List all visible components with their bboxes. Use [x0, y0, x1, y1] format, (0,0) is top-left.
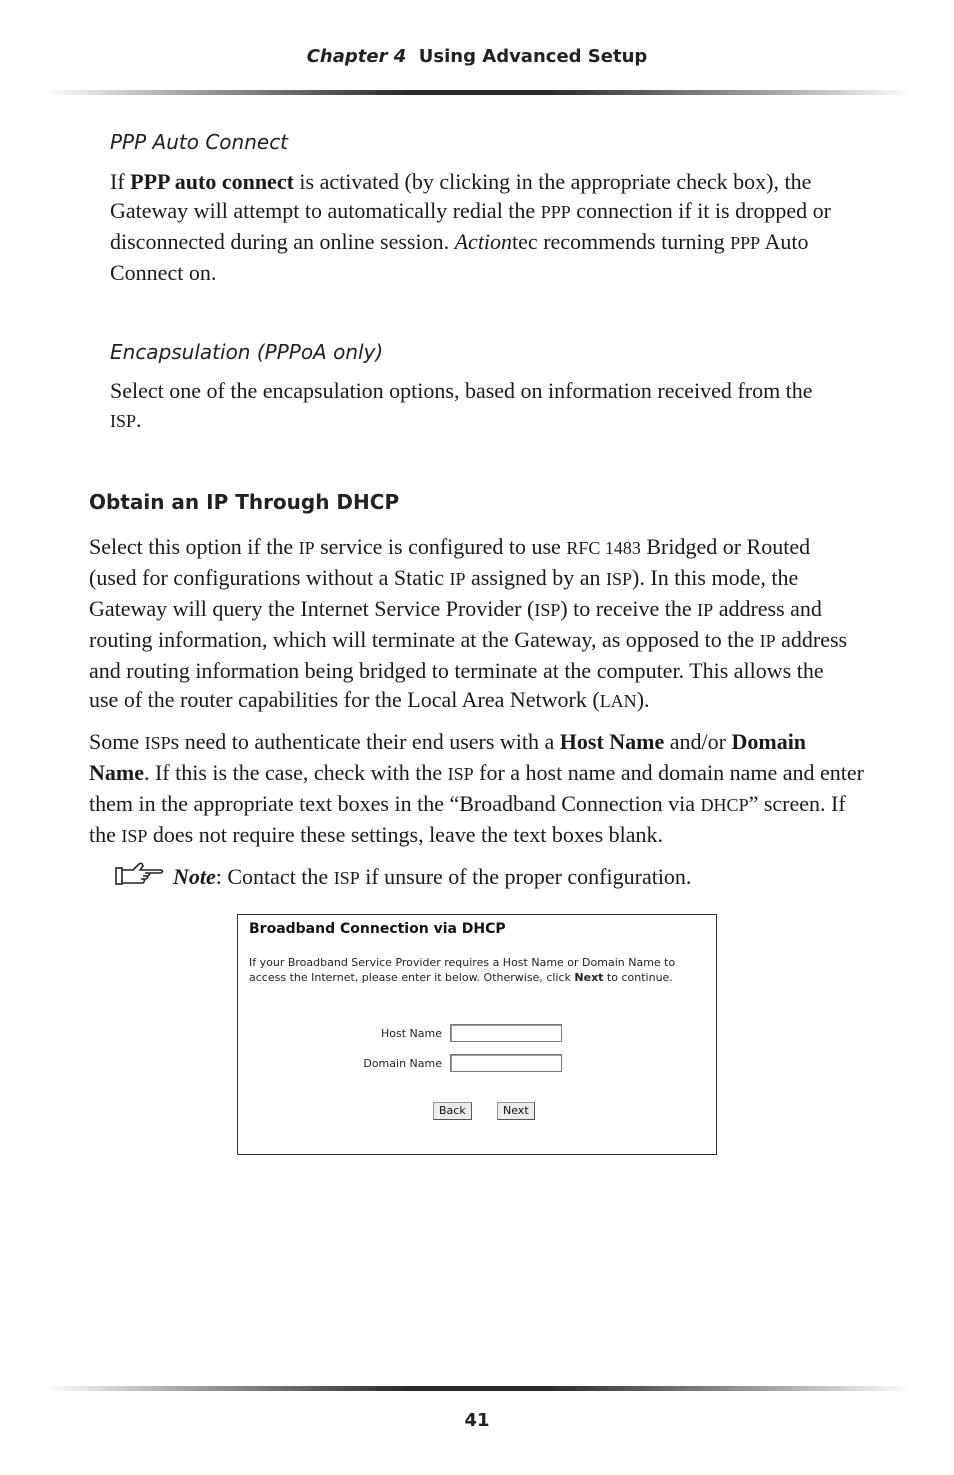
text-run: s need to authenticate their end users with a: [170, 729, 560, 754]
abbrev-run: LAN: [599, 691, 637, 711]
domain-name-input[interactable]: [450, 1054, 562, 1072]
encapsulation-paragraph: [110, 376, 840, 436]
text-run: tec recommends turning: [512, 229, 731, 254]
text-run: . If this is the case, check with the: [143, 760, 448, 785]
text-run: Select one of the encapsulation options, based on information received from the: [110, 378, 813, 403]
abbrev-run: IP: [449, 569, 466, 589]
chapter-title: Using Advanced Setup: [418, 46, 648, 67]
text-run: address and routing information being bridged to terminate at the computer. This allows the use of the router capabilities for the Local Area Network (: [89, 627, 848, 712]
text-run: ” screen. If the: [89, 791, 846, 847]
abbrev-run: IP: [759, 631, 776, 651]
text-run: ). In this mode, the Gateway will query the Internet Service Provider (: [89, 565, 799, 621]
running-header: [0, 46, 954, 67]
bold-run: Next: [574, 971, 604, 984]
text-run: If your Broadband Service Provider requires a Host Name or Domain Name to access the Internet, please enter it below. Otherwise, click: [249, 956, 676, 984]
text-run: .: [136, 407, 142, 432]
text-run: to continue.: [603, 971, 673, 984]
abbrev-run: ISP: [606, 569, 633, 589]
dhcp-settings-screenshot: [237, 914, 717, 1155]
text-run: if unsure of the proper configuration.: [359, 864, 692, 889]
abbrev-run: ISP: [333, 868, 360, 888]
text-run: If: [110, 169, 131, 194]
abbrev-run: PPP: [540, 202, 571, 222]
text-run: Some: [89, 729, 145, 754]
abbrev-run: ISP: [447, 764, 474, 784]
text-run: Auto Connect on.: [110, 229, 809, 285]
abbrev-run: DHCP: [700, 795, 749, 815]
ppp-auto-connect-paragraph: [110, 167, 860, 287]
text-run: connection if it is dropped or disconnected during an online session.: [110, 198, 832, 254]
text-run: Bridged or Routed (used for configurations without a Static: [89, 534, 811, 590]
next-button[interactable]: Next: [497, 1102, 535, 1120]
text-run: address and routing information, which will terminate at the Gateway, as opposed to the: [89, 596, 822, 652]
text-run: for a host name and domain name and enter them in the appropriate text boxes in the “Broadband Connection via: [89, 760, 865, 816]
note-line: [115, 862, 691, 895]
footer-rule: [44, 1386, 912, 1391]
text-run: is activated (by clicking in the appropriate check box), the Gateway will attempt to automatically redial the: [110, 169, 812, 223]
abbrev-run: IP: [697, 600, 714, 620]
header-rule: [44, 90, 912, 95]
abbrev-run: ISP: [144, 733, 171, 753]
italic-run: Action: [454, 229, 513, 254]
text-run: Select this option if the: [89, 534, 299, 559]
chapter-label: Chapter 4: [306, 46, 407, 67]
text-run: service is configured to use: [314, 534, 567, 559]
abbrev-run: PPP: [730, 233, 761, 253]
text-run: : Contact the: [215, 864, 334, 889]
abbrev-run: RFC 1483: [566, 538, 641, 558]
abbrev-run: ISP: [121, 826, 148, 846]
abbrev-run: ISP: [110, 411, 137, 431]
back-button[interactable]: Back: [433, 1102, 472, 1120]
page-number: 41: [464, 1410, 490, 1431]
host-name-label: Host Name: [381, 1027, 442, 1040]
bold-run: Host Name: [559, 729, 665, 754]
text-run: ).: [636, 687, 650, 712]
pointing-hand-icon: [115, 862, 165, 895]
dhcp-heading: Obtain an IP Through DHCP: [89, 490, 400, 514]
bold-run: PPP auto connect: [130, 169, 294, 194]
dhcp-paragraph-2: [89, 727, 865, 851]
abbrev-run: ISP: [534, 600, 561, 620]
abbrev-run: IP: [298, 538, 315, 558]
dhcp-paragraph-1: [89, 532, 851, 716]
note-label: Note: [173, 864, 216, 889]
text-run: ) to receive the: [560, 596, 698, 621]
encapsulation-heading: Encapsulation (PPPoA only): [110, 340, 384, 364]
text-run: and/or: [664, 729, 732, 754]
host-name-input[interactable]: [450, 1024, 562, 1042]
bold-run: Domain Name: [89, 729, 807, 785]
ppp-auto-connect-heading: PPP Auto Connect: [110, 130, 289, 154]
screenshot-description: [249, 955, 711, 985]
screenshot-title: Broadband Connection via DHCP: [249, 921, 506, 937]
text-run: assigned by an: [465, 565, 607, 590]
domain-name-label: Domain Name: [363, 1057, 442, 1070]
text-run: does not require these settings, leave the text boxes blank.: [147, 822, 664, 847]
